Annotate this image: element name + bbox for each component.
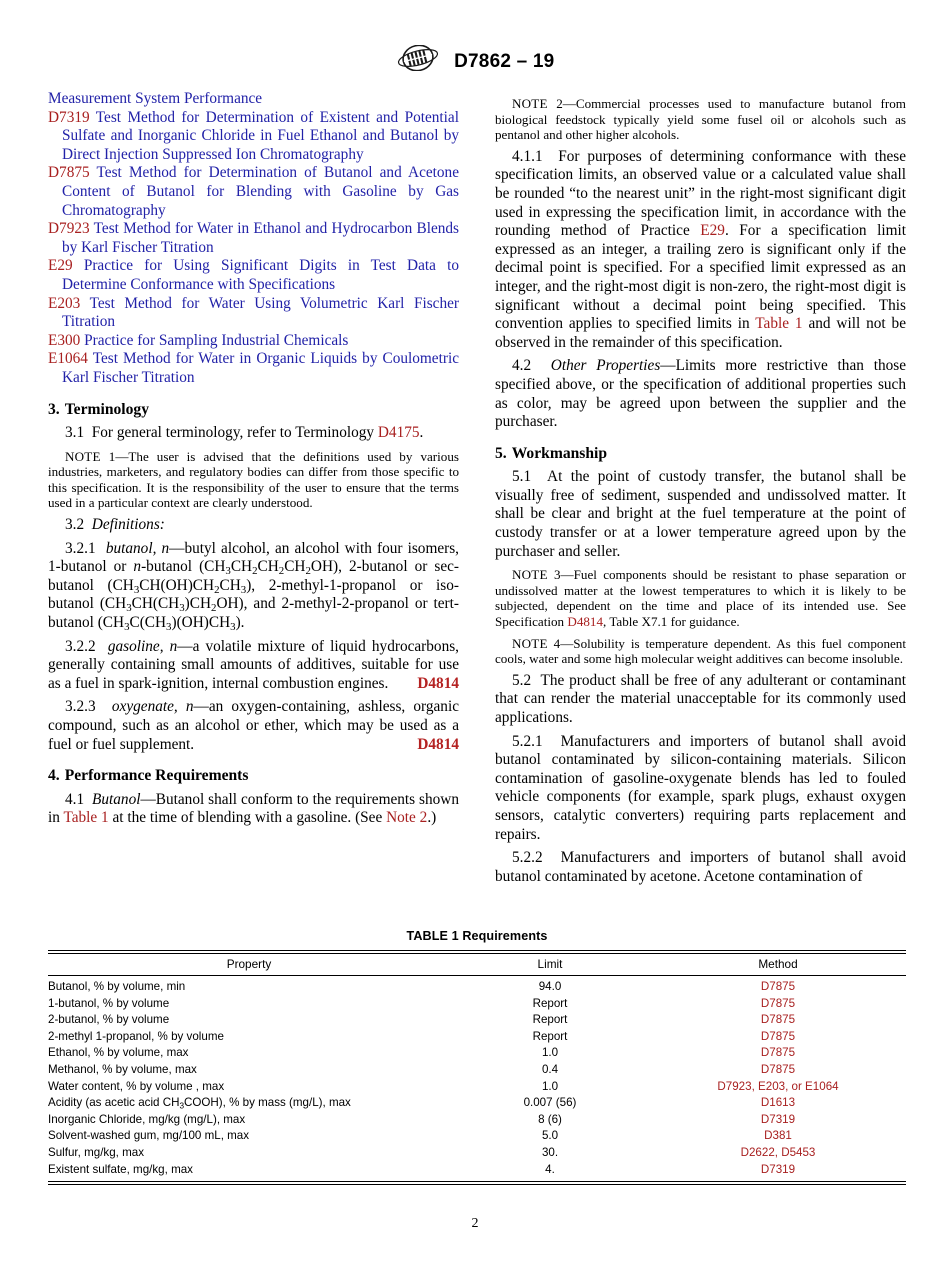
cell-limit: 4. [545,1162,555,1176]
paragraph-3-2-3 [48,698,459,754]
requirements-table [48,953,906,1178]
reference-item[interactable] [48,257,459,294]
cell-limit: 1.0 [541,1046,559,1060]
paragraph-number: 4.1.1 [512,147,543,165]
cell-property: Solvent-washed gum, mg/100 mL, max [48,1129,250,1143]
paragraph-number: 4.1 [65,790,85,808]
cell-limit: 5.0 [541,1129,559,1143]
reference-title: Test Method for Water in Ethanol and Hydrocarbon Blends by Karl Fischer Titration [62,220,459,256]
reference-item[interactable] [48,332,459,351]
cell-method[interactable]: D2622, D5453 [740,1145,816,1159]
term-other-properties: Other Properties [550,357,661,375]
paragraph-3-2-2 [48,638,459,694]
cell-limit: Report [532,1029,568,1043]
table-row [48,1045,906,1062]
paragraph-number: 4.2 [512,357,532,375]
page-number: 2 [471,1216,479,1231]
section-number: 3. [48,400,60,418]
table-body [48,976,906,1178]
note-label: NOTE [512,635,548,651]
cell-method[interactable]: D7875 [760,1013,796,1027]
table-row [48,1012,906,1029]
cell-method[interactable]: D7923, E203, or E1064 [717,1079,839,1093]
note-text: —The user is advised that the definitions used by various industries, marketers, and regulatory bodies can differ from those specific to this specification. It is the responsibility of the user to ensure that the terms used in a particular context are clearly understood. [48,448,459,511]
note-reference[interactable]: Note 2 [386,809,428,827]
paragraph-number: 3.2.2 [65,637,96,655]
term-oxygenate: oxygenate, n [111,698,194,716]
reference-designation: D7319 [48,108,90,126]
paragraph-text: The product shall be free of any adulterant or contaminant that can render the material unacceptable for its commonly used applications. [495,671,906,726]
reference-designation: E203 [48,294,81,312]
paragraph-3-2-1: 3.2.1 butanol, n—butyl alcohol, an alcohol with four isomers, 1-butanol or n-butanol $(CH_3CH_2CH_2CH_2OH)$, 2-butanol or sec-butanol $(CH_3CH(OH)CH_2CH_3)$, 2-methyl-1-propanol or iso-butanol $(CH_3CH(CH_3)CH_2OH)$, and 2-methyl-2-propanol or tert-butanol $(CH_3C(CH_3)(OH)CH_3)$. [48,539,460,634]
column-header-limit: Limit [450,954,650,976]
cell-limit: 8 (6) [538,1112,562,1126]
paragraph-number: 5.2.2 [512,849,543,867]
paragraph-text: For general terminology, refer to Terminology [91,424,378,442]
cell-property: Existent sulfate, mg/kg, max [48,1162,193,1176]
cell-property: Ethanol, % by volume, max [48,1046,189,1060]
cell-property: 2-butanol, % by volume [48,1013,170,1027]
paragraph-text: and will not be observed in the remainder of this specification. [495,315,906,351]
reference-title: Test Method for Water in Organic Liquids by Coulometric Karl Fischer Titration [62,350,459,386]
section-number: 5. [495,444,507,462]
inline-reference[interactable]: D4814 [567,614,604,630]
paragraph-5-2-1 [495,733,906,845]
reference-title: Practice for Sampling Industrial Chemicals [84,331,349,349]
paragraph-number: 3.2.3 [65,698,96,716]
cell-property: Methanol, % by volume, max [48,1062,197,1076]
paragraph-number: 3.2 [65,516,85,534]
table-row [48,1028,906,1045]
paragraph-number: 5.2 [512,671,532,689]
astm-logo [396,45,440,77]
table-row [48,1144,906,1161]
reference-item[interactable] [48,164,459,220]
definition-text: —an oxygen-containing, ashless, organic compound, such as an alcohol or ether, which may be used as a fuel or fuel supplement. [48,698,459,753]
note-4 [495,636,906,667]
note-number: 1 [108,448,116,464]
reference-designation: E1064 [48,350,88,368]
note-text: —Solubility is temperature dependent. As this fuel component cools, water and some high molecular weight additives can become insoluble. [495,635,906,667]
term-gasoline: gasoline, n [107,637,178,655]
section-number: 4. [48,767,60,785]
table-top-rule [48,950,906,951]
note-label: NOTE [512,96,548,111]
section-title: Performance Requirements [64,767,249,785]
term-butanol-heading: Butanol [92,790,141,808]
note-3 [495,567,906,629]
cell-limit: 94.0 [538,980,562,993]
cell-method[interactable]: D1613 [760,1096,796,1110]
table-row [48,1161,906,1178]
paragraph-4-1-1 [495,148,906,353]
paragraph-5-2-2 [495,849,906,886]
cell-limit: 0.4 [541,1062,559,1076]
table-row [48,976,906,996]
note-number: 4 [553,635,561,651]
cell-property: Acidity (as acetic acid $CH_3COOH$), % by mass (mg/L), max [48,1096,351,1111]
reference-item[interactable] [48,350,459,387]
table-bottom-rule [48,1181,906,1185]
section-heading-performance-requirements [48,767,459,786]
reference-designation: D7923 [48,220,90,238]
reference-designation: E300 [48,331,81,349]
note-2 [495,96,906,143]
cell-limit: 30. [541,1145,559,1159]
cell-method[interactable]: D7319 [760,1162,796,1176]
cell-method[interactable]: D7875 [760,980,796,993]
paragraph-text: .) [427,809,437,827]
cell-property: Butanol, % by volume, min [48,980,186,993]
paragraph-text: For purposes of determining conformance with these specification limits, an observed value or a calculated value shall be rounded “to the nearest unit” in the right-most significant digit used in expressing the specification limit, in accordance with the rounding method of Practice [495,147,907,240]
table-reference[interactable]: Table 1 [63,809,109,827]
paragraph-number: 3.1 [65,424,85,442]
paragraph-number: 3.2.1 [65,539,96,557]
note-text: —Commercial processes used to manufacture butanol from biological feedstock typically yield some fusel oil or alcohols such as pentanol and other higher alcohols. [495,96,906,143]
cell-method[interactable]: D7875 [760,1062,796,1076]
section-heading-terminology [48,401,459,420]
paragraph-4-2 [495,357,906,431]
definitions-label: Definitions: [91,516,165,534]
note-label: NOTE [65,448,101,464]
cell-property: Inorganic Chloride, mg/kg (mg/L), max [48,1112,246,1126]
cell-property: Water content, % by volume , max [48,1079,225,1093]
right-column [495,90,906,886]
page-header [0,46,950,78]
paragraph-text-end: . [419,424,424,442]
paragraph-text: Manufacturers and importers of butanol shall avoid butanol contaminated by silicon-containing materials. Silicon contamination of gasoline-oxygenate blends has led to fouled vehicle components (for example, spark plugs, exhaust oxygen sensors, catalytic converters) requiring parts replacement and repairs. [495,732,906,843]
definition-text: —a volatile mixture of liquid hydrocarbons, generally containing small amounts of additives, suitable for use as a fuel in spark-ignition, internal combustion engines. [48,637,459,692]
note-text: —Fuel components should be resistant to phase separation or undissolved matter at the lowest temperatures to which it is likely to be subjected, dependent on the time and place of its intended use. See Specification [495,567,906,630]
table-row [48,1128,906,1145]
reference-continued-line: Measurement System Performance [48,90,263,107]
source-reference[interactable]: D4814 [417,735,459,753]
cell-property: 2-methyl 1-propanol, % by volume [48,1029,224,1043]
reference-title: Test Method for Water Using Volumetric Karl Fischer Titration [62,294,459,331]
paragraph-text: at the time of blending with a gasoline. (See [108,809,387,827]
paragraph-number: 5.1 [512,468,532,486]
table-row [48,995,906,1012]
paragraph-text: —Limits more restrictive than those specified above, or the specification of additional properties such as color, may be agreed upon between the supplier and the purchaser. [495,357,906,431]
paragraph-text: At the point of custody transfer, the butanol shall be visually free of sediment, suspended and undissolved matter. It shall be clear and bright at the fuel temperature at the point of custody transfer or at a lower temperature agreed upon by the purchaser and seller. [495,468,906,560]
note-number: 3 [554,567,561,583]
reference-item[interactable] [48,220,459,257]
paragraph-3-2 [48,516,459,535]
reference-designation: D7875 [48,164,90,182]
cell-method[interactable]: D7875 [760,1046,796,1060]
table-row [48,1095,906,1112]
section-title: Workmanship [511,444,608,462]
cell-limit: Report [532,1013,568,1027]
table-row [48,1061,906,1078]
table-1-container [48,929,906,1185]
paragraph-4-1 [48,791,459,828]
table-reference[interactable]: Table 1 [755,315,803,333]
section-heading-workmanship [495,445,906,464]
reference-item[interactable] [48,295,459,332]
note-1 [48,449,459,511]
cell-limit: 1.0 [541,1079,559,1093]
inline-reference[interactable]: D4175 [377,424,420,442]
note-label: NOTE [512,567,548,583]
reference-item[interactable] [48,109,459,165]
paragraph-text: Manufacturers and importers of butanol shall avoid butanol contaminated by acetone. Acetone contamination of [495,849,906,885]
cell-method[interactable]: D7875 [760,1029,796,1043]
reference-designation: E29 [48,257,73,275]
paragraph-text: —Butanol shall conform to the requirements shown in [48,790,459,827]
body-columns [48,90,906,902]
paragraph-3-1 [48,424,459,443]
cell-method[interactable]: D7319 [760,1112,796,1126]
inline-reference[interactable]: E29 [700,222,725,240]
reference-title: Test Method for Determination of Existent and Potential Sulfate and Inorganic Chloride in Fuel Ethanol and Butanol by Direct Injection Suppressed Ion Chromatography [62,108,459,163]
table-row [48,1078,906,1095]
document-designation: D7862 – 19 [454,51,555,72]
cell-property: 1-butanol, % by volume [48,996,170,1010]
cell-limit: 0.007 (56) [523,1096,577,1110]
note-text-end: , Table X7.1 for guidance. [603,614,740,630]
table-header-row [48,954,906,976]
table-title: TABLE 1 Requirements [406,929,548,943]
note-number: 2 [556,96,563,111]
column-header-property: Property [48,954,450,976]
paragraph-number: 5.2.1 [512,732,543,750]
cell-method[interactable]: D7875 [760,996,796,1010]
left-column [48,90,459,828]
reference-title: Test Method for Determination of Butanol and Acetone Content of Butanol for Blending with Gasoline by Gas Chromatography [62,164,459,219]
term-butanol: butanol, n [105,539,170,557]
column-header-method: Method [650,954,906,976]
section-title: Terminology [64,400,150,418]
paragraph-5-2 [495,672,906,728]
table-row [48,1111,906,1128]
reference-title: Practice for Using Significant Digits in Test Data to Determine Conformance with Specifications [62,257,459,293]
cell-method[interactable]: D381 [764,1129,792,1143]
paragraph-5-1 [495,468,906,561]
source-reference[interactable]: D4814 [417,674,459,692]
cell-property: Sulfur, mg/kg, max [48,1145,145,1159]
cell-limit: Report [532,996,568,1010]
paragraph-text: . For a specification limit expressed as an integer, a trailing zero is significant only if the decimal point is specified. For a specified limit expressed as an integer, and the right-most digit is non-zero, the right-most digit is significant without a decimal point being specified. This convention applies to specified limits in [495,222,906,333]
